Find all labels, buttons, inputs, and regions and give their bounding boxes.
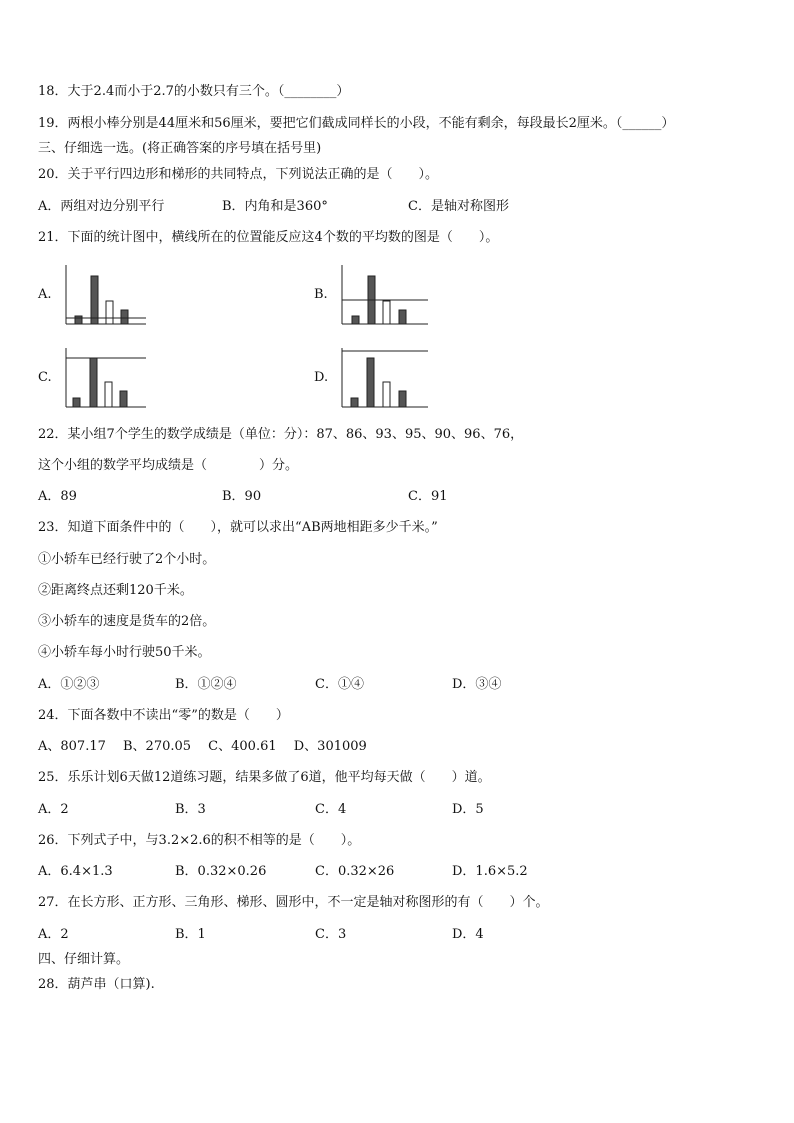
bar-2 [91, 276, 98, 324]
q27-option-d: D．4 [452, 927, 484, 942]
q22-option-a: A．89 [38, 489, 77, 504]
q22-option-b: B．90 [222, 489, 262, 504]
bar-1 [75, 316, 82, 324]
question-22: 22．某小组7个学生的数学成绩是（单位：分）：87、86、93、95、90、96、76， [38, 427, 524, 442]
bar-1 [352, 316, 359, 324]
section-3-heading: 三、仔细选一选。(将正确答案的序号填在括号里) [38, 141, 322, 156]
q21-label-c: C. [38, 370, 52, 385]
q21-chart-b [338, 263, 430, 327]
q26-option-c: C．0.32×26 [315, 864, 395, 879]
q26-option-b: B．0.32×0.26 [175, 864, 267, 879]
question-27: 27．在长方形、正方形、三角形、梯形、圆形中，不一定是轴对称图形的有（ ）个。 [38, 895, 549, 910]
bar-2 [90, 358, 97, 407]
bar-1 [73, 398, 80, 407]
question-26: 26．下列式子中，与3.2×2.6的积不相等的是（ ）。 [38, 833, 361, 848]
q24-options: A、807.17 B、270.05 C、400.61 D、301009 [38, 739, 367, 754]
q21-label-a: A. [38, 287, 52, 302]
question-18: 18．大于2.4而小于2.7的小数只有三个。（________） [38, 84, 350, 99]
question-21: 21．下面的统计图中，横线所在的位置能反应这4个数的平均数的图是（ ）。 [38, 230, 499, 245]
q26-option-a: A．6.4×1.3 [38, 864, 113, 879]
question-22-line-2: 这个小组的数学平均成绩是（ ）分。 [38, 458, 299, 473]
q20-option-c: C．是轴对称图形 [408, 199, 509, 214]
bar-4 [399, 310, 406, 324]
bar-4 [120, 391, 127, 407]
bar-3 [383, 382, 390, 407]
q25-option-b: B．3 [175, 802, 206, 817]
q21-chart-a [62, 263, 148, 327]
q23-condition-2: ②距离终点还剩120千米。 [38, 583, 193, 598]
q27-option-b: B．1 [175, 927, 206, 942]
q21-label-d: D. [314, 370, 329, 385]
bar-2 [367, 358, 374, 407]
question-23: 23．知道下面条件中的（ ），就可以求出“AB两地相距多少千米。” [38, 520, 438, 535]
q25-option-c: C．4 [315, 802, 347, 817]
q22-option-c: C．91 [408, 489, 448, 504]
bar-4 [121, 310, 128, 324]
q23-option-b: B．①②④ [175, 677, 237, 692]
q21-chart-d [338, 346, 430, 410]
q23-condition-1: ①小轿车已经行驶了2个小时。 [38, 552, 216, 567]
question-25: 25．乐乐计划6天做12道练习题，结果多做了6道，他平均每天做（ ）道。 [38, 770, 491, 785]
bar-1 [351, 398, 358, 407]
q21-chart-c [62, 346, 148, 410]
q27-option-c: C．3 [315, 927, 347, 942]
question-19: 19．两根小棒分别是44厘米和56厘米，要把它们截成同样长的小段，不能有剩余，每段最长2厘米。（______） [38, 116, 675, 131]
q25-option-d: D．5 [452, 802, 484, 817]
q21-label-b: B. [314, 287, 328, 302]
question-20: 20．关于平行四边形和梯形的共同特点，下列说法正确的是（ ）。 [38, 167, 439, 182]
q23-condition-3: ③小轿车的速度是货车的2倍。 [38, 614, 216, 629]
q27-option-a: A．2 [38, 927, 69, 942]
q23-option-c: C．①④ [315, 677, 364, 692]
question-28: 28．葫芦串（口算). [38, 977, 155, 992]
q23-option-d: D．③④ [452, 677, 502, 692]
question-24: 24．下面各数中不读出“零”的数是（ ） [38, 708, 289, 723]
section-4-heading: 四、仔细计算。 [38, 952, 130, 967]
q26-option-d: D．1.6×5.2 [452, 864, 528, 879]
q25-option-a: A．2 [38, 802, 69, 817]
bar-4 [399, 391, 406, 407]
q20-option-b: B．内角和是360° [222, 199, 328, 214]
bar-3 [105, 382, 112, 407]
bar-3 [383, 301, 390, 324]
bar-3 [106, 301, 113, 324]
q20-option-a: A．两组对边分别平行 [38, 199, 165, 214]
q23-condition-4: ④小轿车每小时行驶50千米。 [38, 645, 211, 660]
q23-option-a: A．①②③ [38, 677, 100, 692]
